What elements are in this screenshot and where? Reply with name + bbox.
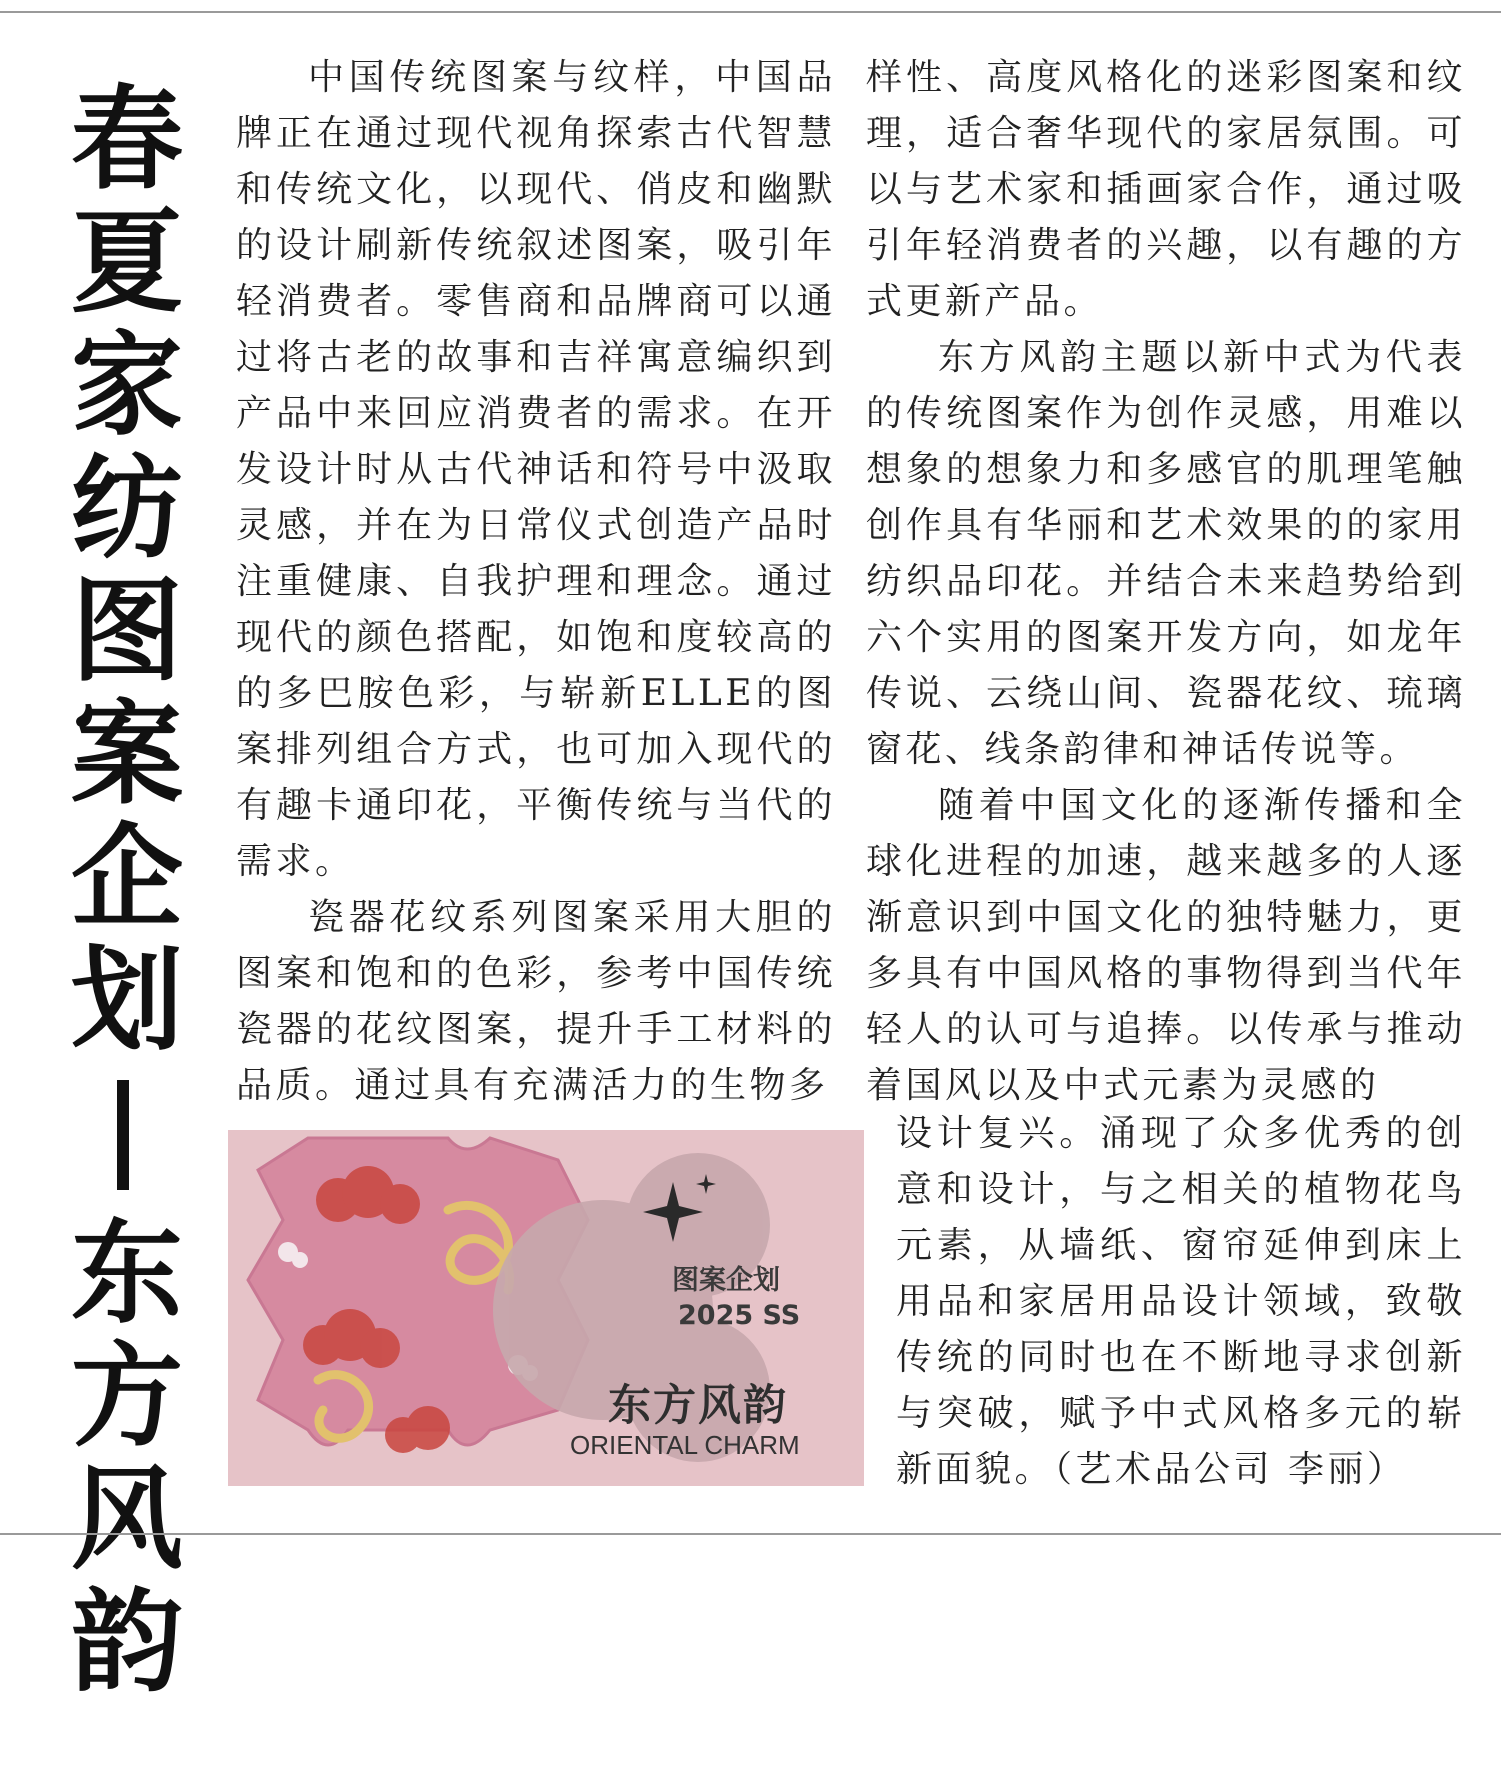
headline-char: 企 xyxy=(71,812,183,943)
vertical-headline xyxy=(62,74,192,1708)
right-paragraph-1: 样性、高度风格化的迷彩图案和纹理，适合奢华现代的家居氛围。可以与艺术家和插画家合作，通过吸引年轻消费者的兴趣，以有趣的方式更新产品。 xyxy=(866,57,1466,322)
left-paragraph-2: 瓷器花纹系列图案采用大胆的图案和饱和的色彩，参考中国传统瓷器的花纹图案，提升手工材料的品质。通过具有充满活力的生物多 xyxy=(236,897,836,1106)
headline-char: 韵 xyxy=(71,1577,183,1708)
byline: （艺术品公司 李丽） xyxy=(1054,1449,1407,1490)
headline-char: 夏 xyxy=(71,197,183,328)
headline-char: 东 xyxy=(71,1208,183,1339)
panel-title-cn: 东方风韵 xyxy=(608,1381,788,1431)
headline-char: 风 xyxy=(71,1454,183,1585)
right-paragraph-3-continued: 设计复兴。涌现了众多优秀的创意和设计，与之相关的植物花鸟元素，从墙纸、窗帘延伸到床上用品和家居用品设计领域，致敬传统的同时也在不断地寻求创新与突破，赋予中式风格多元的崭新面貌。（艺术品公司 李丽） xyxy=(896,1113,1466,1490)
headline-char: 春 xyxy=(71,74,183,205)
top-rule xyxy=(0,11,1501,13)
panel-label-cn: 图案企划 xyxy=(672,1265,780,1296)
right-text-column xyxy=(866,50,1466,1106)
right-paragraph-3: 随着中国文化的逐渐传播和全球化进程的加速，越来越多的人逐渐意识到中国文化的独特魅力，更多具有中国风格的事物得到当代年轻人的认可与追捧。以传承与推动着国风以及中式元素为灵感的 xyxy=(866,785,1466,1106)
bottom-rule xyxy=(0,1533,1501,1535)
panel-title-en: ORIENTAL CHARM xyxy=(570,1430,800,1460)
headline-char: 家 xyxy=(71,320,183,451)
left-paragraph-1: 中国传统图案与纹样，中国品牌正在通过现代视角探索古代智慧和传统文化，以现代、俏皮和幽默的设计刷新传统叙述图案，吸引年轻消费者。零售商和品牌商可以通过将古老的故事和吉祥寓意编织到产品中来回应消费者的需求。在开发设计时从古代神话和符号中汲取灵感，并在为日常仪式创造产品时注重健康、自我护理和理念。通过现代的颜色搭配，如饱和度较高的的多巴胺色彩，与崭新ELLE的图案排列组合方式，也可加入现代的有趣卡通印花，平衡传统与当代的需求。 xyxy=(236,57,836,882)
headline-char: 案 xyxy=(71,689,183,820)
headline-char: 图 xyxy=(71,566,183,697)
panel-season: 2025 SS xyxy=(678,1300,801,1331)
headline-char: 划 xyxy=(71,935,183,1066)
headline-char: 纺 xyxy=(71,443,183,574)
headline-char: 方 xyxy=(71,1331,183,1462)
headline-dash xyxy=(62,1062,192,1212)
right-text-column-lower xyxy=(896,1106,1466,1506)
right-paragraph-2: 东方风韵主题以新中式为代表的传统图案作为创作灵感，用难以想象的想象力和多感官的肌理笔触创作具有华丽和艺术效果的的家用纺织品印花。并结合未来趋势给到六个实用的图案开发方向，如龙年传说、云绕山间、瓷器花纹、琉璃窗花、线条韵律和神话传说等。 xyxy=(866,337,1466,770)
left-text-column xyxy=(236,50,836,1110)
